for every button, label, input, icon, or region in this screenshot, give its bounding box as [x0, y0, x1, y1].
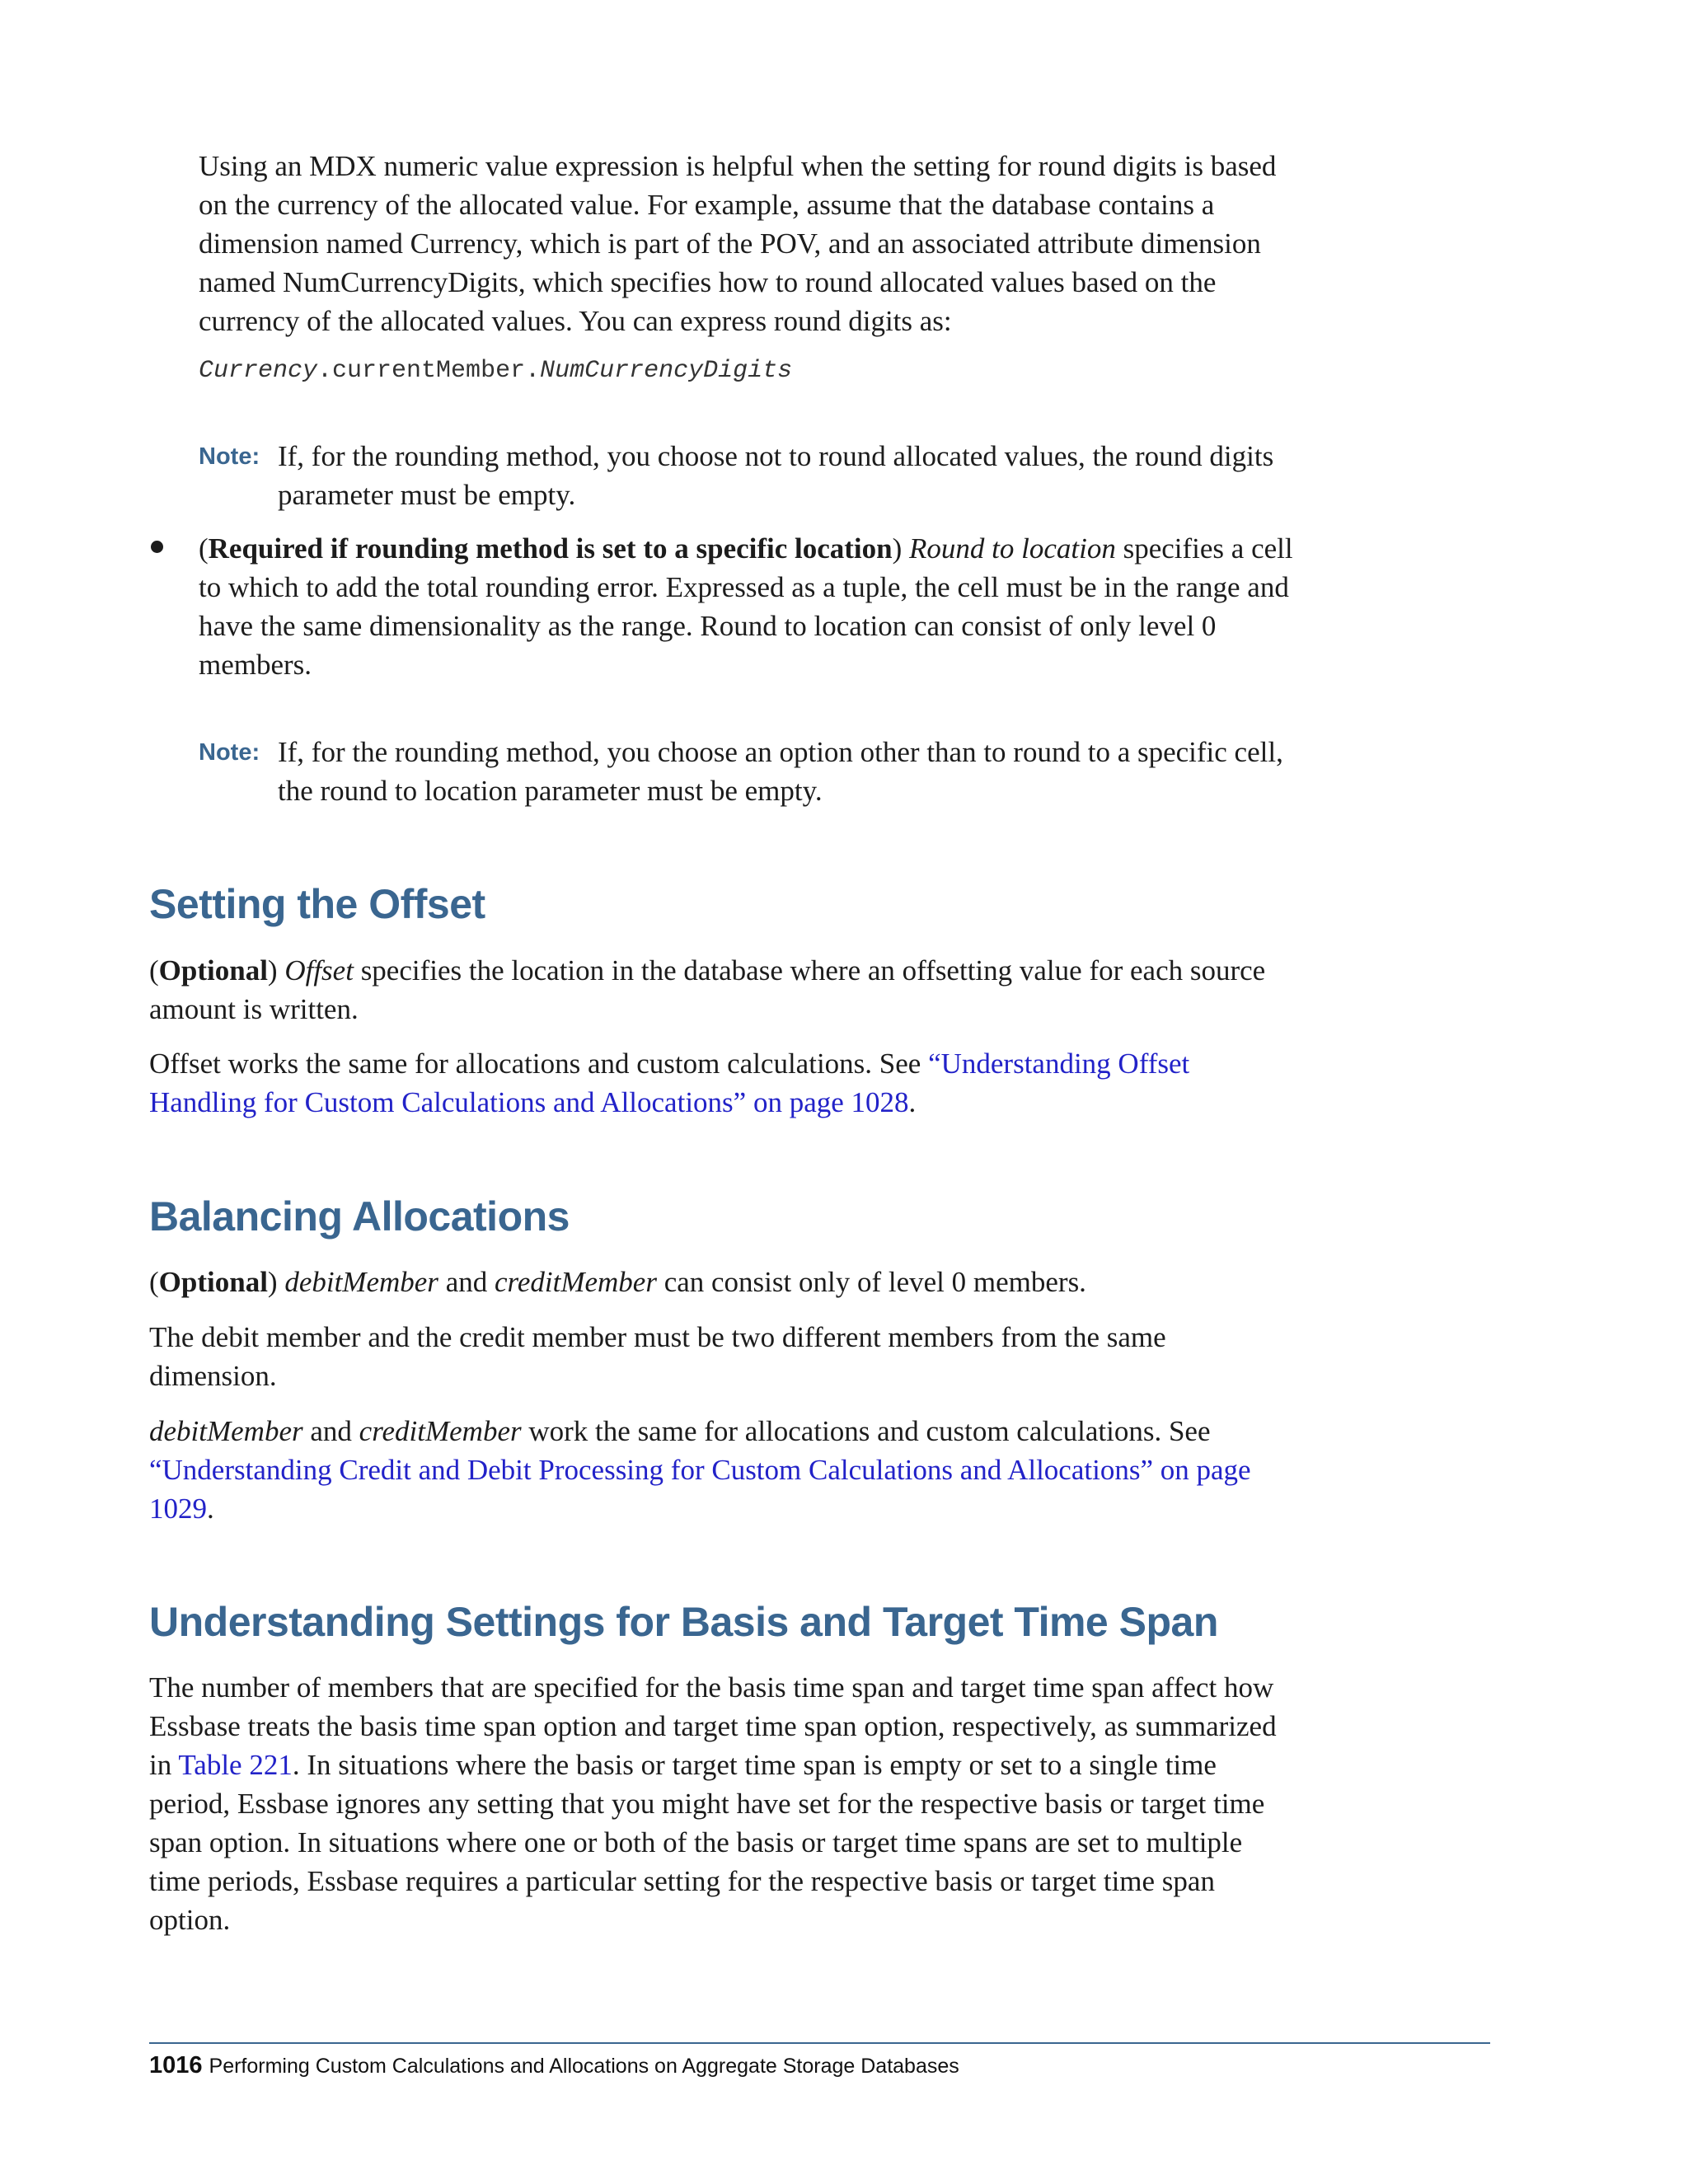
code-current-member: .currentMember.: [317, 357, 541, 385]
note-label-2: Note:: [199, 739, 260, 766]
page-number: 1016: [149, 2052, 203, 2079]
time-span-post: . In situations where the basis or target time span is empty or set to a single time period, Essbase ignores any setting that you might have set for the respective basis or target time span option. In situations where one or both of the basis or target time spans are set to multiple time periods, Essbase requires a particular setting for the respective basis or target time span option.: [149, 1749, 1265, 1936]
balancing-p3-credit: creditMember: [359, 1415, 522, 1447]
note-label-1: Note:: [199, 443, 260, 470]
code-num-currency-digits: NumCurrencyDigits: [540, 357, 793, 385]
balancing-debit-italic: debitMember: [284, 1266, 438, 1298]
code-currency: Currency: [199, 357, 318, 385]
offset-handling-link[interactable]: “Understanding Offset Handling for Custom Calculations and Allocations” on page 1028: [149, 1047, 1190, 1118]
balancing-p1-mid: and: [438, 1266, 495, 1298]
time-span-pre: The number of members that are specified for the basis time span and target time span affect how Essbase treats the basis time span option and target time span option, respectively, as summarized in: [149, 1671, 1277, 1781]
round-to-location-bullet: (Required if rounding method is set to a specific location) Round to location specifies a cell to which to add the total rounding error. Expressed as a tuple, the cell must be in the range and have the same dimensionality as the range. Round to location can consist of only level 0 members.: [199, 532, 1293, 681]
chapter-title: Performing Custom Calculations and Allocations on Aggregate Storage Databases: [209, 2055, 959, 2078]
balancing-p3-debit: debitMember: [149, 1415, 303, 1447]
footer-divider: [149, 2042, 1490, 2044]
heading-time-span: Understanding Settings for Basis and Target Time Span: [149, 1599, 1218, 1645]
table-221-link[interactable]: Table 221: [178, 1749, 293, 1781]
heading-setting-offset: Setting the Offset: [149, 881, 485, 927]
balancing-paragraph-2: The debit member and the credit member must be two different members from the same dimension.: [149, 1321, 1166, 1392]
offset-p2-pre: Offset works the same for allocations and custom calculations. See: [149, 1047, 929, 1080]
balancing-p3-rest: work the same for allocations and custom calculations. See: [521, 1415, 1211, 1447]
balancing-paragraph-3: [149, 1412, 1295, 1528]
note-text-1: If, for the rounding method, you choose not to round allocated values, the round digits parameter must be empty.: [278, 440, 1274, 511]
balancing-paragraph-1: (Optional) debitMember and creditMember can consist only of level 0 members.: [149, 1266, 1086, 1298]
time-span-paragraph: [149, 1668, 1295, 1939]
balancing-optional: Optional: [158, 1266, 268, 1298]
balancing-p3-mid: and: [302, 1415, 359, 1447]
credit-debit-processing-link[interactable]: “Understanding Credit and Debit Processing for Custom Calculations and Allocations” on page 1029: [149, 1454, 1251, 1525]
offset-optional: Optional: [158, 954, 268, 987]
bullet-italic: Round to location: [909, 532, 1116, 565]
heading-balancing-allocations: Balancing Allocations: [149, 1193, 570, 1240]
page-footer: [149, 2052, 959, 2079]
offset-italic: Offset: [284, 954, 354, 987]
note-text-2: If, for the rounding method, you choose an option other than to round to a specific cell, the round to location parameter must be empty.: [278, 736, 1283, 807]
balancing-p3-post: .: [207, 1493, 214, 1525]
bullet-rest: specifies a cell to which to add the total rounding error. Expressed as a tuple, the cell must be in the range and have the same dimensionality as the range. Round to location can consist of only level 0 members.: [199, 532, 1293, 681]
offset-paragraph-2: [149, 1044, 1295, 1122]
balancing-credit-italic: creditMember: [494, 1266, 657, 1298]
code-example: [199, 357, 792, 385]
offset-paragraph-1: (Optional) Offset specifies the location in the database where an offsetting value for each source amount is written.: [149, 954, 1266, 1025]
offset-p2-post: .: [908, 1086, 917, 1118]
mdx-expression-paragraph: Using an MDX numeric value expression is helpful when the setting for round digits is based on the currency of the allocated value. For example, assume that the database contains a dimension named Currency, which is part of the POV, and an associated attribute dimension named NumCurrencyDigits, which specifies how to round allocated values based on the currency of the allocated values. You can express round digits as:: [199, 150, 1277, 337]
balancing-p1-rest: can consist only of level 0 members.: [656, 1266, 1086, 1298]
bullet-bold: Required if rounding method is set to a specific location: [208, 532, 893, 565]
offset-p1-rest: specifies the location in the database where an offsetting value for each source amount is written.: [149, 954, 1266, 1025]
bullet-icon: [151, 541, 163, 553]
